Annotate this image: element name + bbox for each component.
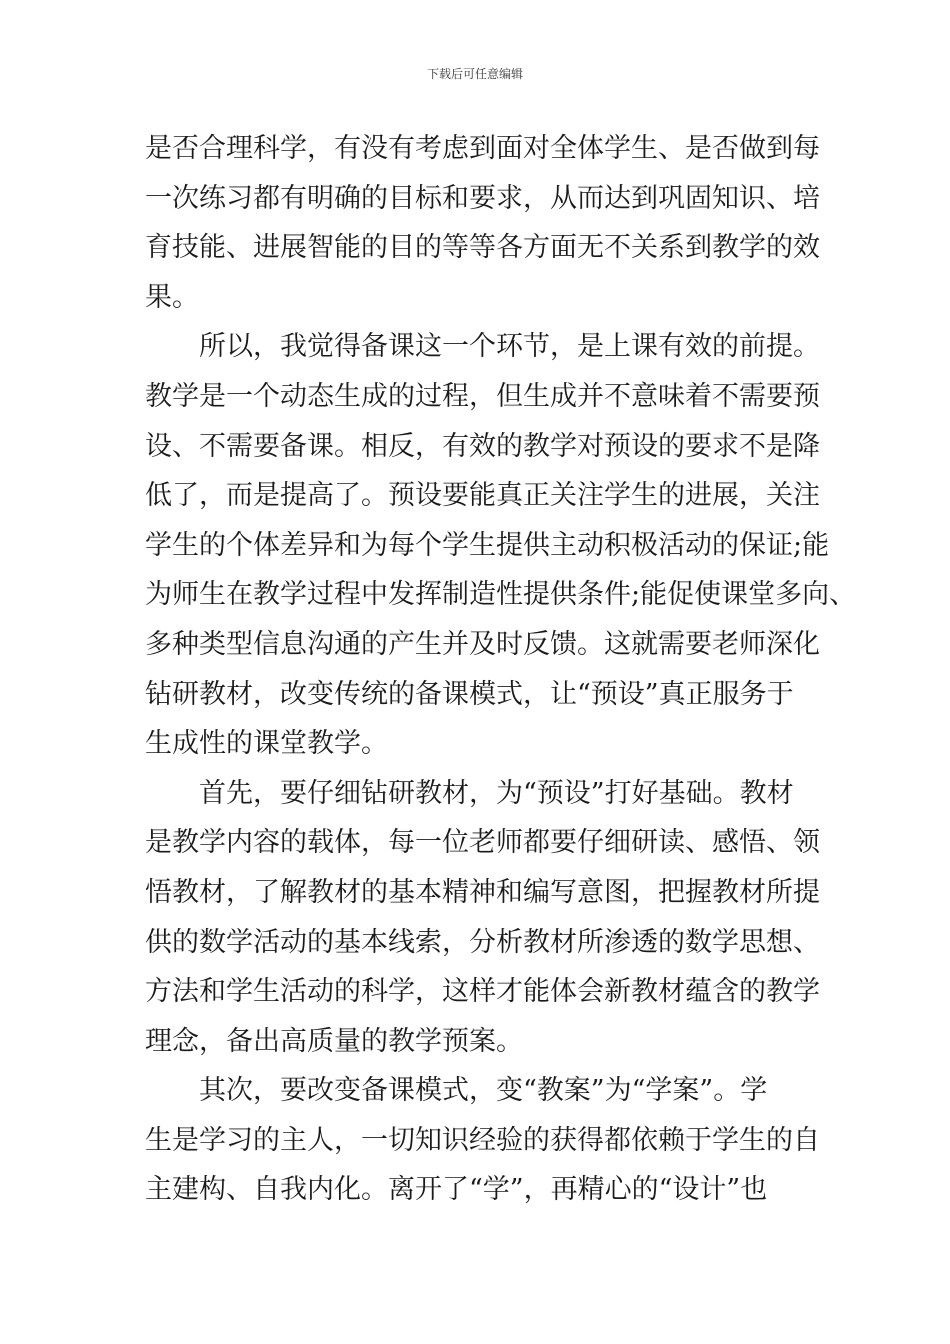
header-note: 下载后可任意编辑 [426,67,523,81]
text-line: 供的数学活动的基本线索，分析教材所渗透的数学思想、 [145,926,820,958]
text-line: 其次，要改变备课模式，变“教案”为“学案”。学 [199,1075,768,1107]
text-line: 教学是一个动态生成的过程，但生成并不意味着不需要预 [145,380,820,412]
text-line: 一次练习都有明确的目标和要求，从而达到巩固知识、培 [145,182,820,214]
paragraph-2 [145,322,857,768]
text-line: 是教学内容的载体，每一位老师都要仔细研读、感悟、领 [145,827,820,859]
document-body [145,124,857,1215]
text-line: 学生的个体差异和为每个学生提供主动积极活动的保证;能 [145,529,830,561]
paragraph-1 [145,124,820,322]
text-line: 育技能、进展智能的目的等等各方面无不关系到教学的效 [145,232,820,264]
paragraph-4 [145,1066,820,1215]
text-line: 主建构、自我内化。离开了“学”，再精心的“设计”也 [145,1174,768,1206]
text-line: 生是学习的主人，一切知识经验的获得都依赖于学生的自 [145,1124,820,1156]
text-line: 所以，我觉得备课这一个环节，是上课有效的前提。 [199,331,820,363]
text-line: 为师生在教学过程中发挥制造性提供条件;能促使课堂多向、 [145,579,857,611]
text-line: 多种类型信息沟通的产生并及时反馈。这就需要老师深化 [145,628,820,660]
text-line: 果。 [145,281,199,313]
text-line: 是否合理科学，有没有考虑到面对全体学生、是否做到每 [145,133,820,164]
text-line: 生成性的课堂教学。 [145,728,388,760]
text-line: 钻研教材，改变传统的备课模式，让“预设”真正服务于 [145,678,794,710]
text-line: 悟教材，了解教材的基本精神和编写意图，把握教材所提 [145,876,820,908]
text-line: 方法和学生活动的科学，这样才能体会新教材蕴含的教学 [145,976,820,1008]
paragraph-3 [145,769,820,1067]
text-line: 低了，而是提高了。预设要能真正关注学生的进展，关注 [145,480,820,512]
text-line: 首先，要仔细钻研教材，为“预设”打好基础。教材 [199,777,794,809]
text-line: 设、不需要备课。相反，有效的教学对预设的要求不是降 [145,430,820,462]
text-line: 理念，备出高质量的教学预案。 [145,1025,523,1057]
